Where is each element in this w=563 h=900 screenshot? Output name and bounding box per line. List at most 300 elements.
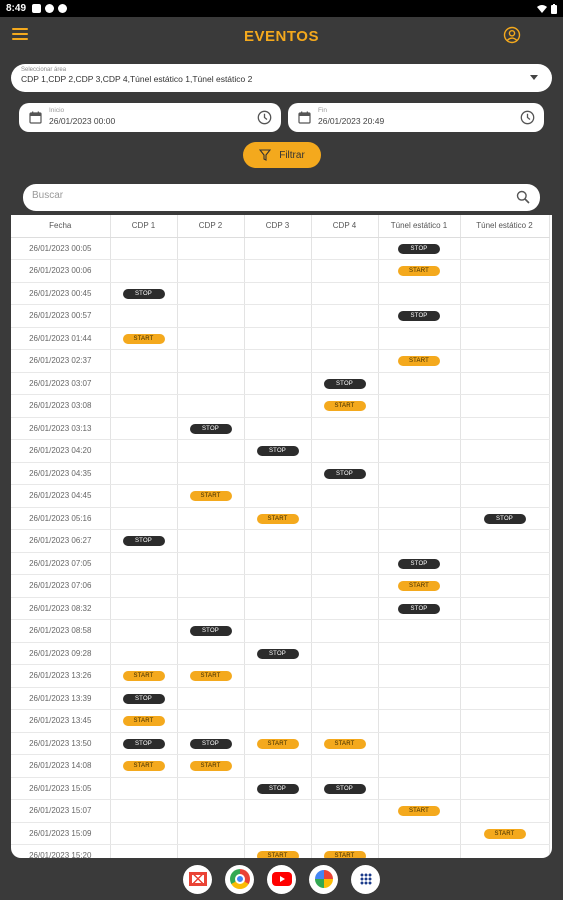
youtube-icon[interactable]: [267, 865, 296, 894]
event-cell: [110, 282, 177, 305]
event-date-cell: 26/01/2023 15:09: [11, 822, 110, 845]
event-cell: [460, 822, 549, 845]
stop-badge[interactable]: STOP: [257, 649, 299, 659]
table-row: [11, 260, 549, 283]
stop-badge[interactable]: STOP: [257, 446, 299, 456]
event-cell: [110, 327, 177, 350]
search-bar[interactable]: [23, 184, 540, 211]
table-row: [11, 845, 549, 859]
app-dock: [0, 858, 563, 900]
event-cell: [244, 687, 311, 710]
start-badge[interactable]: START: [123, 716, 165, 726]
event-date-cell: 26/01/2023 04:20: [11, 440, 110, 463]
start-badge[interactable]: START: [398, 266, 440, 276]
stop-badge[interactable]: STOP: [190, 424, 232, 434]
event-cell: [244, 597, 311, 620]
event-cell: [311, 620, 378, 643]
table-row: [11, 237, 549, 260]
event-date-cell: 26/01/2023 00:05: [11, 237, 110, 260]
event-cell: [177, 372, 244, 395]
photos-glyph: [315, 870, 333, 888]
event-cell: [311, 282, 378, 305]
event-cell: [378, 395, 460, 418]
event-cell: [378, 485, 460, 508]
event-cell: [244, 575, 311, 598]
calendar-icon: [298, 111, 311, 124]
event-cell: [311, 597, 378, 620]
event-cell: [177, 282, 244, 305]
event-cell: [460, 417, 549, 440]
event-cell: [177, 462, 244, 485]
event-cell: [460, 755, 549, 778]
stop-badge[interactable]: STOP: [123, 739, 165, 749]
event-date-cell: 26/01/2023 15:05: [11, 777, 110, 800]
event-cell: [244, 282, 311, 305]
end-date-value: 26/01/2023 20:49: [318, 116, 385, 126]
filter-button-label: Filtrar: [279, 149, 305, 161]
event-cell: [311, 327, 378, 350]
table-row: [11, 710, 549, 733]
event-date-cell: 26/01/2023 03:13: [11, 417, 110, 440]
start-date-value: 26/01/2023 00:00: [49, 116, 116, 126]
column-header: CDP 2: [177, 215, 244, 237]
start-badge[interactable]: START: [484, 829, 526, 839]
event-cell: [460, 777, 549, 800]
event-cell: [244, 350, 311, 373]
event-cell: [244, 732, 311, 755]
stop-badge[interactable]: STOP: [123, 536, 165, 546]
chrome-icon[interactable]: [225, 865, 254, 894]
event-cell: [378, 417, 460, 440]
table-row: [11, 485, 549, 508]
event-cell: [460, 575, 549, 598]
events-table: [11, 215, 550, 858]
event-cell: [460, 282, 549, 305]
calendar-icon: [29, 111, 42, 124]
event-cell: [378, 237, 460, 260]
event-cell: [244, 507, 311, 530]
event-cell: [177, 350, 244, 373]
table-row: [11, 507, 549, 530]
event-cell: [110, 237, 177, 260]
stop-badge[interactable]: STOP: [257, 784, 299, 794]
event-cell: [244, 845, 311, 859]
event-cell: [110, 350, 177, 373]
event-cell: [177, 575, 244, 598]
event-date-cell: 26/01/2023 15:20: [11, 845, 110, 859]
event-cell: [378, 260, 460, 283]
event-cell: [460, 732, 549, 755]
start-date-field[interactable]: [19, 103, 281, 132]
event-cell: [311, 507, 378, 530]
event-cell: [244, 440, 311, 463]
event-cell: [110, 305, 177, 328]
event-date-cell: 26/01/2023 04:45: [11, 485, 110, 508]
dropdown-arrow-icon: [530, 75, 538, 80]
status-bar: [0, 0, 563, 17]
event-cell: [378, 440, 460, 463]
event-cell: [460, 372, 549, 395]
event-cell: [311, 395, 378, 418]
apps-icon[interactable]: [351, 865, 380, 894]
table-row: [11, 665, 549, 688]
start-badge[interactable]: START: [123, 334, 165, 344]
event-cell: [110, 507, 177, 530]
start-badge[interactable]: START: [324, 401, 366, 411]
event-cell: [311, 485, 378, 508]
event-date-cell: 26/01/2023 13:26: [11, 665, 110, 688]
event-cell: [110, 800, 177, 823]
event-cell: [244, 327, 311, 350]
column-header: Fecha: [11, 215, 110, 237]
apps-glyph: [360, 873, 372, 885]
event-cell: [378, 732, 460, 755]
event-cell: [177, 552, 244, 575]
event-cell: [244, 642, 311, 665]
event-cell: [244, 755, 311, 778]
table-row: [11, 372, 549, 395]
event-date-cell: 26/01/2023 02:37: [11, 350, 110, 373]
table-row: [11, 642, 549, 665]
event-cell: [177, 237, 244, 260]
event-cell: [378, 822, 460, 845]
event-cell: [311, 552, 378, 575]
event-date-cell: 26/01/2023 01:44: [11, 327, 110, 350]
event-cell: [110, 372, 177, 395]
end-date-label: Fin: [318, 107, 328, 114]
event-date-cell: 26/01/2023 14:08: [11, 755, 110, 778]
event-cell: [378, 620, 460, 643]
event-cell: [311, 260, 378, 283]
event-cell: [110, 260, 177, 283]
event-cell: [378, 800, 460, 823]
area-select-label: Seleccionar área: [21, 67, 67, 73]
table-row: [11, 575, 549, 598]
event-date-cell: 26/01/2023 13:39: [11, 687, 110, 710]
filter-button[interactable]: [243, 142, 321, 168]
area-select-value: CDP 1,CDP 2,CDP 3,CDP 4,Túnel estático 1,Túnel estático 2: [21, 74, 253, 84]
table-row: [11, 800, 549, 823]
end-date-field[interactable]: [288, 103, 544, 132]
event-cell: [110, 552, 177, 575]
event-cell: [244, 822, 311, 845]
event-cell: [244, 552, 311, 575]
stop-badge[interactable]: STOP: [484, 514, 526, 524]
table-row: [11, 687, 549, 710]
event-cell: [177, 800, 244, 823]
column-header: Túnel estático 2: [460, 215, 549, 237]
event-cell: [244, 800, 311, 823]
event-cell: [177, 710, 244, 733]
stop-badge[interactable]: STOP: [324, 469, 366, 479]
event-cell: [378, 597, 460, 620]
event-cell: [244, 372, 311, 395]
event-cell: [378, 507, 460, 530]
notification-icon: [58, 4, 67, 13]
event-cell: [460, 642, 549, 665]
column-header: CDP 1: [110, 215, 177, 237]
event-date-cell: 26/01/2023 13:45: [11, 710, 110, 733]
event-cell: [177, 395, 244, 418]
event-cell: [311, 687, 378, 710]
event-cell: [177, 665, 244, 688]
event-cell: [378, 530, 460, 553]
event-cell: [244, 395, 311, 418]
event-cell: [460, 327, 549, 350]
event-cell: [460, 350, 549, 373]
stop-badge[interactable]: STOP: [190, 739, 232, 749]
event-cell: [378, 845, 460, 859]
table-row: [11, 282, 549, 305]
start-badge[interactable]: START: [257, 514, 299, 524]
event-date-cell: 26/01/2023 00:57: [11, 305, 110, 328]
event-date-cell: 26/01/2023 09:28: [11, 642, 110, 665]
event-cell: [110, 575, 177, 598]
youtube-glyph: [272, 872, 292, 886]
start-badge[interactable]: START: [324, 851, 366, 858]
start-badge[interactable]: START: [123, 671, 165, 681]
event-date-cell: 26/01/2023 00:45: [11, 282, 110, 305]
event-cell: [311, 372, 378, 395]
event-date-cell: 26/01/2023 07:06: [11, 575, 110, 598]
event-cell: [177, 845, 244, 859]
event-cell: [244, 462, 311, 485]
event-cell: [110, 777, 177, 800]
event-cell: [460, 395, 549, 418]
event-cell: [311, 845, 378, 859]
event-cell: [110, 620, 177, 643]
stop-badge[interactable]: STOP: [398, 244, 440, 254]
event-cell: [110, 755, 177, 778]
event-cell: [244, 665, 311, 688]
table-row: [11, 777, 549, 800]
event-cell: [110, 710, 177, 733]
event-cell: [311, 417, 378, 440]
event-cell: [177, 620, 244, 643]
start-badge[interactable]: START: [190, 491, 232, 501]
gmail-icon[interactable]: [183, 865, 212, 894]
event-cell: [177, 530, 244, 553]
event-cell: [460, 597, 549, 620]
event-cell: [177, 440, 244, 463]
stop-badge[interactable]: STOP: [324, 784, 366, 794]
start-badge[interactable]: START: [190, 761, 232, 771]
event-cell: [110, 642, 177, 665]
event-cell: [177, 305, 244, 328]
event-date-cell: 26/01/2023 08:58: [11, 620, 110, 643]
event-cell: [311, 237, 378, 260]
event-cell: [460, 237, 549, 260]
event-cell: [244, 530, 311, 553]
event-cell: [110, 687, 177, 710]
event-cell: [244, 417, 311, 440]
table-row: [11, 395, 549, 418]
event-cell: [311, 732, 378, 755]
event-date-cell: 26/01/2023 15:07: [11, 800, 110, 823]
event-cell: [378, 327, 460, 350]
event-cell: [378, 372, 460, 395]
event-date-cell: 26/01/2023 06:27: [11, 530, 110, 553]
search-input[interactable]: [32, 190, 502, 201]
stop-badge[interactable]: STOP: [398, 559, 440, 569]
gmail-glyph: [189, 872, 207, 886]
stop-badge[interactable]: STOP: [324, 379, 366, 389]
event-date-cell: 26/01/2023 04:35: [11, 462, 110, 485]
stop-badge[interactable]: STOP: [398, 311, 440, 321]
clock-icon[interactable]: [520, 110, 535, 125]
event-cell: [177, 597, 244, 620]
event-cell: [311, 462, 378, 485]
filter-icon: [259, 149, 271, 161]
event-cell: [244, 305, 311, 328]
event-date-cell: 26/01/2023 03:08: [11, 395, 110, 418]
user-account-icon[interactable]: [503, 26, 521, 44]
event-cell: [311, 575, 378, 598]
event-cell: [110, 462, 177, 485]
event-cell: [311, 777, 378, 800]
stop-badge[interactable]: STOP: [398, 604, 440, 614]
event-cell: [177, 822, 244, 845]
table-row: [11, 822, 549, 845]
start-badge[interactable]: START: [257, 739, 299, 749]
start-date-label: Inicio: [49, 107, 65, 114]
event-cell: [378, 777, 460, 800]
event-date-cell: 26/01/2023 07:05: [11, 552, 110, 575]
search-icon[interactable]: [516, 190, 530, 204]
start-badge[interactable]: START: [398, 356, 440, 366]
event-cell: [110, 530, 177, 553]
event-cell: [177, 732, 244, 755]
event-cell: [110, 845, 177, 859]
start-badge[interactable]: START: [257, 851, 299, 858]
event-cell: [311, 665, 378, 688]
start-badge[interactable]: START: [324, 739, 366, 749]
event-cell: [460, 845, 549, 859]
stop-badge[interactable]: STOP: [190, 626, 232, 636]
stop-badge[interactable]: STOP: [123, 694, 165, 704]
clock-icon[interactable]: [257, 110, 272, 125]
event-cell: [244, 777, 311, 800]
event-cell: [110, 597, 177, 620]
event-cell: [110, 417, 177, 440]
event-cell: [460, 665, 549, 688]
table-row: [11, 732, 549, 755]
event-cell: [378, 642, 460, 665]
event-cell: [311, 800, 378, 823]
event-cell: [378, 575, 460, 598]
table-row: [11, 755, 549, 778]
event-cell: [244, 260, 311, 283]
event-date-cell: 26/01/2023 03:07: [11, 372, 110, 395]
event-cell: [177, 777, 244, 800]
event-cell: [177, 642, 244, 665]
event-cell: [460, 440, 549, 463]
page-title: EVENTOS: [244, 27, 319, 45]
event-cell: [460, 462, 549, 485]
event-cell: [177, 507, 244, 530]
table-row: [11, 620, 549, 643]
event-cell: [110, 732, 177, 755]
event-date-cell: 26/01/2023 08:32: [11, 597, 110, 620]
event-cell: [311, 440, 378, 463]
event-cell: [244, 710, 311, 733]
table-row: [11, 305, 549, 328]
event-cell: [460, 620, 549, 643]
event-cell: [311, 350, 378, 373]
chrome-glyph: [230, 869, 250, 889]
battery-icon: [551, 4, 557, 14]
event-cell: [378, 282, 460, 305]
start-badge[interactable]: START: [123, 761, 165, 771]
start-badge[interactable]: START: [190, 671, 232, 681]
event-cell: [110, 395, 177, 418]
event-cell: [378, 687, 460, 710]
event-cell: [378, 710, 460, 733]
table-row: [11, 350, 549, 373]
event-cell: [460, 485, 549, 508]
events-table-card: [11, 215, 552, 858]
table-row: [11, 552, 549, 575]
event-cell: [311, 530, 378, 553]
column-header: CDP 3: [244, 215, 311, 237]
event-cell: [378, 552, 460, 575]
notification-icon: [45, 4, 54, 13]
event-cell: [110, 665, 177, 688]
event-cell: [311, 305, 378, 328]
status-time: 8:49: [6, 3, 27, 14]
area-select[interactable]: [11, 64, 552, 92]
photos-icon[interactable]: [309, 865, 338, 894]
event-cell: [378, 350, 460, 373]
event-cell: [177, 755, 244, 778]
event-cell: [110, 440, 177, 463]
event-cell: [244, 485, 311, 508]
event-cell: [378, 665, 460, 688]
event-cell: [378, 462, 460, 485]
app-bar: [0, 17, 563, 55]
event-date-cell: 26/01/2023 05:16: [11, 507, 110, 530]
event-cell: [311, 642, 378, 665]
event-cell: [460, 305, 549, 328]
stop-badge[interactable]: STOP: [123, 289, 165, 299]
event-date-cell: 26/01/2023 00:06: [11, 260, 110, 283]
table-row: [11, 327, 549, 350]
event-cell: [110, 485, 177, 508]
column-header: CDP 4: [311, 215, 378, 237]
event-cell: [311, 755, 378, 778]
event-cell: [110, 822, 177, 845]
event-cell: [460, 710, 549, 733]
event-date-cell: 26/01/2023 13:50: [11, 732, 110, 755]
table-row: [11, 462, 549, 485]
start-badge[interactable]: START: [398, 806, 440, 816]
event-cell: [378, 755, 460, 778]
event-cell: [177, 417, 244, 440]
event-cell: [460, 530, 549, 553]
start-badge[interactable]: START: [398, 581, 440, 591]
event-cell: [177, 327, 244, 350]
event-cell: [177, 687, 244, 710]
event-cell: [378, 305, 460, 328]
event-cell: [244, 620, 311, 643]
event-cell: [244, 237, 311, 260]
event-cell: [177, 485, 244, 508]
event-cell: [177, 260, 244, 283]
table-row: [11, 597, 549, 620]
table-header-row: [11, 215, 549, 237]
event-cell: [460, 507, 549, 530]
menu-icon[interactable]: [12, 28, 28, 42]
